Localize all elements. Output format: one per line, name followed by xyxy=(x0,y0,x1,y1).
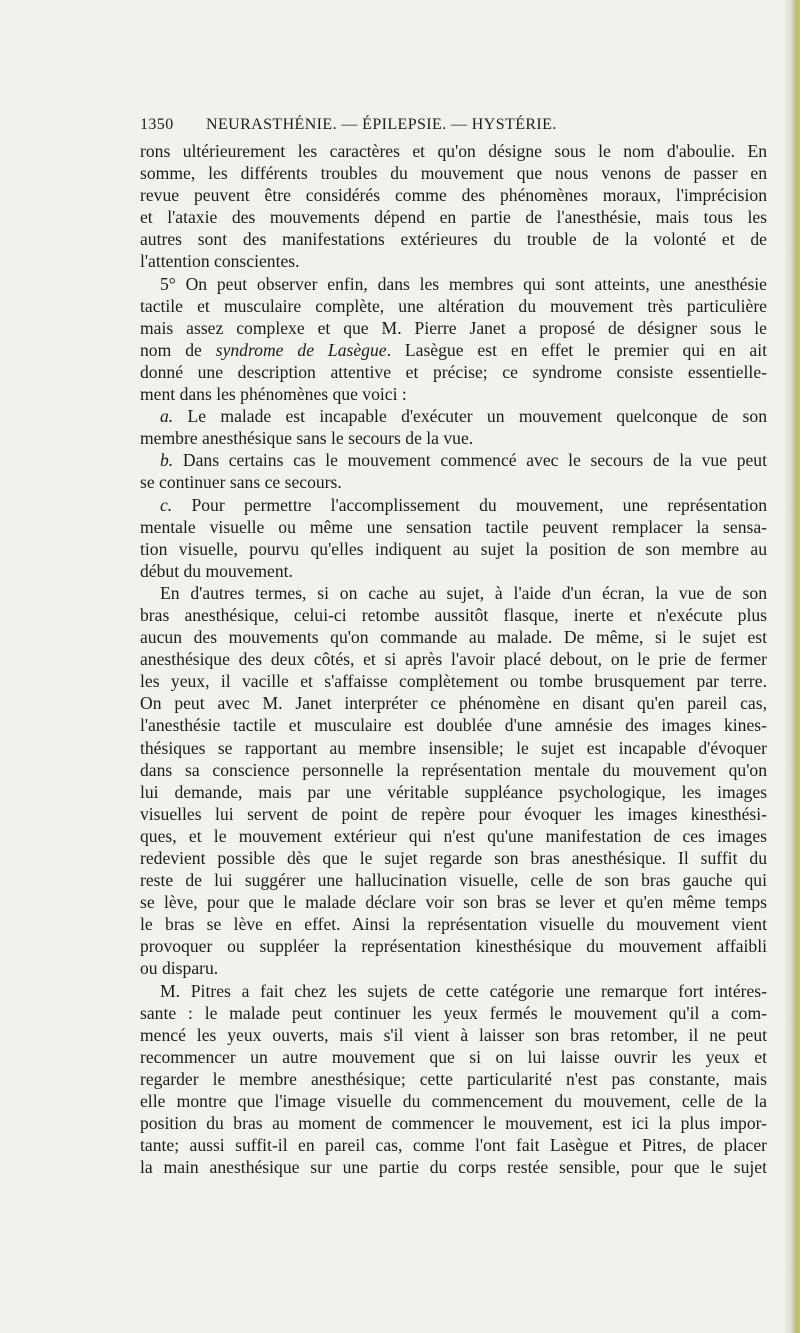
text-line: mais assez complexe et que M. Pierre Janet a proposé de désigner sous le xyxy=(140,317,767,338)
text-line: ou disparu. xyxy=(140,958,219,979)
text-line: M. Pitres a fait chez les sujets de cette catégorie une remarque fort intéres- xyxy=(160,980,767,1001)
item-letter: c. xyxy=(160,494,173,515)
syndrome-name: syndrome de Lasègue xyxy=(215,339,387,360)
text-line: autres sont des manifestations extérieures du trouble de la volonté et de xyxy=(140,229,767,250)
text-line: l'anesthésie tactile et musculaire est doublée d'une amnésie des images kines- xyxy=(140,715,767,736)
page-edge-shadow xyxy=(784,0,800,1333)
text-line: ques, et le mouvement extérieur qui n'est qu'une manifestation de ces images xyxy=(140,825,767,846)
text-line: elle montre que l'image visuelle du commencement du mouvement, celle de la xyxy=(140,1091,767,1112)
text-line: mencé les yeux ouverts, mais s'il vient à laisser son bras retomber, il ne peut xyxy=(140,1024,767,1045)
text-line: provoquer ou suppléer la représentation kinesthésique du mouvement affaibli xyxy=(140,936,767,957)
text-line: la main anesthésique sur une partie du corps restée sensible, pour que le sujet xyxy=(140,1157,767,1178)
text-run: Dans certains cas le mouvement commencé avec le secours de la vue peut xyxy=(173,450,767,471)
text-line: revue peuvent être considérés comme des phénomènes moraux, l'imprécision xyxy=(140,185,767,206)
running-header xyxy=(140,116,766,138)
text-line: donné une description attentive et précise; ce syndrome consiste essentielle- xyxy=(140,361,767,382)
text-line xyxy=(140,405,767,427)
text-line: recommencer un autre mouvement que si on lui laisse ouvrir les yeux et xyxy=(140,1046,767,1067)
text-line: position du bras au moment de commencer le mouvement, est ici la plus impor- xyxy=(140,1113,767,1134)
text-line: thésiques se rapportant au membre insensible; le sujet est incapable d'évoquer xyxy=(140,737,767,758)
text-line: se continuer sans ce secours. xyxy=(140,472,342,493)
text-line: tion visuelle, pourvu qu'elles indiquent au sujet la position de son membre au xyxy=(140,538,767,559)
text-line: dans sa conscience personnelle la représentation mentale du mouvement qu'on xyxy=(140,759,767,780)
text-line: les yeux, il vacille et s'affaisse complètement ou tombe brusquement par terre. xyxy=(140,671,767,692)
text-run: Le malade est incapable d'exécuter un mouvement quelconque de son xyxy=(173,406,767,427)
text-line: reste de lui suggérer une hallucination visuelle, celle de son bras gauche qui xyxy=(140,870,767,891)
text-line: bras anesthésique, celui-ci retombe aussitôt flasque, inerte et n'exécute plus xyxy=(140,604,767,625)
text-line: somme, les différents troubles du mouvement que nous venons de passer en xyxy=(140,163,767,184)
item-letter: a. xyxy=(160,406,174,427)
text-line xyxy=(140,339,767,361)
item-letter: b. xyxy=(160,450,174,471)
body-text xyxy=(140,140,767,1178)
text-line xyxy=(140,449,767,471)
text-line: le bras se lève en effet. Ainsi la représentation visuelle du mouvement vient xyxy=(140,914,767,935)
text-line: membre anesthésique sans le secours de la vue. xyxy=(140,428,474,449)
text-line: redevient possible dès que le sujet regarde son bras anesthésique. Il suffit du xyxy=(140,848,767,868)
text-line: anesthésique des deux côtés, et si après l'avoir placé debout, on le prie de fermer xyxy=(140,649,767,670)
text-line: tactile et musculaire complète, une altération du mouvement très particulière xyxy=(140,295,767,316)
text-line: visuelles lui servent de point de repère pour évoquer les images kinesthési- xyxy=(140,803,767,824)
text-run: nom de xyxy=(140,339,216,360)
text-line: 5° On peut observer enfin, dans les membres qui sont atteints, une anesthésie xyxy=(160,273,767,294)
text-run: Pour permettre l'accomplissement du mouvement, une représentation xyxy=(172,494,767,515)
text-line: mentale visuelle ou même une sensation tactile peuvent remplacer la sensa- xyxy=(140,516,767,537)
text-line: se lève, pour que le malade déclare voir son bras se lever et qu'en même temps xyxy=(140,892,767,913)
text-line: ment dans les phénomènes que voici : xyxy=(140,384,407,405)
text-line: sante : le malade peut continuer les yeux fermés le mouvement qu'il a com- xyxy=(140,1002,767,1023)
text-line: On peut avec M. Janet interpréter ce phénomène en disant qu'en pareil cas, xyxy=(140,693,767,714)
text-line: l'attention conscientes. xyxy=(140,251,300,272)
text-line: tante; aussi suffit-il en pareil cas, comme l'ont fait Lasègue et Pitres, de placer xyxy=(140,1135,767,1156)
page-number: 1350 xyxy=(140,116,174,133)
text-line: rons ultérieurement les caractères et qu'on désigne sous le nom d'aboulie. En xyxy=(140,141,767,161)
text-line: regarder le membre anesthésique; cette particularité n'est pas constante, mais xyxy=(140,1068,767,1089)
running-title: NEURASTHÉNIE. — ÉPILEPSIE. — HYSTÉRIE. xyxy=(206,116,557,133)
text-run: . Lasègue est en effet le premier qui en ait xyxy=(386,339,767,360)
text-line: lui demande, mais par une véritable suppléance psychologique, les images xyxy=(140,781,767,802)
text-line: début du mouvement. xyxy=(140,560,293,581)
text-line: et l'ataxie des mouvements dépend en partie de l'anesthésie, mais tous les xyxy=(140,207,767,228)
text-line xyxy=(140,494,767,516)
text-line: aucun des mouvements qu'on commande au malade. De même, si le sujet est xyxy=(140,627,767,648)
text-line: En d'autres termes, si on cache au sujet, à l'aide d'un écran, la vue de son xyxy=(160,582,767,603)
